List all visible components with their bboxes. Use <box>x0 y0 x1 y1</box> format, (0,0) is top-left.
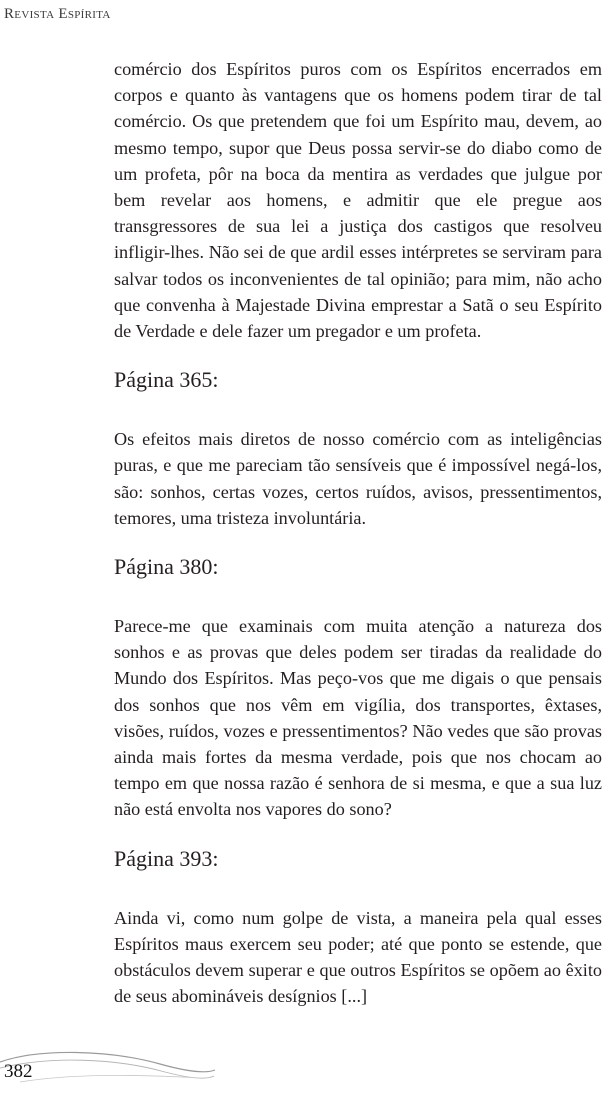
paragraph-page-365: Os efeitos mais diretos de nosso comércio com as inteligências puras, e que me pareciam tão sensíveis que é impossível negá-los, são: sonhos, certas vozes, certos ruídos, avisos, pressentimentos, temores, uma tristeza involuntária. <box>114 429 602 528</box>
page-number: 382 <box>4 1061 33 1082</box>
paragraph-continuation: comércio dos Espíritos puros com os Espíritos encerrados em corpos e quanto às vantagens que os homens podem tirar de tal comércio. Os que pretendem que foi um Espírito mau, devem, ao mesmo tempo, supor que Deus possa servir-se do diabo como de um profeta, pôr na boca da mentira as verdades que julgue por bem revelar aos homens, e admitir que ele pregue aos transgressores de sua lei a justiça dos castigos que resolveu infligir-lhes. Não sei de que ardil esses intérpretes se serviram para salvar todos os inconvenientes de tal opinião; para mim, não acho que convenha à Majestade Divina emprestar a Satã o seu Espírito de Verdade e dele fazer um pregador e um profeta. <box>114 59 602 342</box>
running-header: Revista Espírita <box>4 6 111 22</box>
page-content <box>114 56 602 1009</box>
section-heading-page-393: Página 393: <box>114 845 219 871</box>
section-heading-page-380: Página 380: <box>114 554 219 580</box>
paragraph-page-393: Ainda vi, como num golpe de vista, a maneira pela qual esses Espíritos maus exercem seu poder; até que ponto se estende, que obstáculos devem superar e que outros Espíritos se opõem ao êxito de seus abomináveis desígnios [...] <box>114 907 602 1007</box>
paragraph-page-380: Parece-me que examinais com muita atenção a natureza dos sonhos e as provas que deles podem ser tiradas da realidade do Mundo dos Espíritos. Mas peço-vos que me digais o que pensais dos sonhos que nos vêm em vigília, dos transportes, êxtases, visões, ruídos, vozes e pressentimentos? Não vedes que são provas ainda mais fortes da mesma verdade, pois que nos chocam ao tempo em que nossa razão é senhora de si mesma, e que a sua luz não está envolta nos vapores do sono? <box>114 616 602 820</box>
section-heading-page-365: Página 365: <box>114 367 219 393</box>
footer-swoosh-ornament <box>0 1044 220 1084</box>
